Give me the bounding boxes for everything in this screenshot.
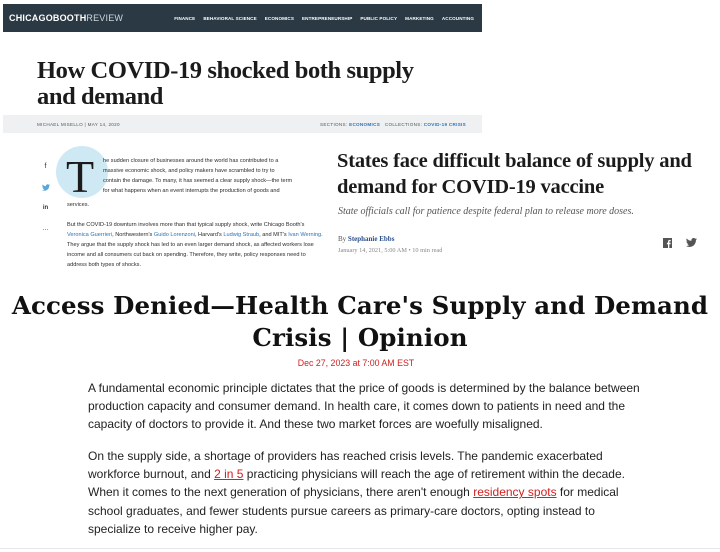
states-author-link[interactable]: Stephanie Ebbs [347,235,395,243]
opinion-p2-text-a: On the supply side, a shortage of providers has reached crisis levels. The pandemic exacerbated workforce burnout, and [88,449,603,482]
opinion-article-date: Dec 27, 2023 at 7:00 AM EST [297,358,415,368]
author-link-lorenzoni[interactable]: Guido Lorenzoni [153,231,195,238]
opinion-p2-text-b: practicing physicians will reach the age of retirement within the decade. When it comes to the next generation of physicians, there aren't enough [88,467,625,500]
facebook-glyph: f [44,163,47,170]
nav-marketing[interactable]: MARKETING [405,15,434,21]
booth-sections: SECTIONS: ECONOMICS COLLECTIONS: COVID-19 CRISIS [320,122,466,127]
booth-paragraph-2 [67,221,323,271]
residency-spots-link[interactable]: residency spots [473,485,557,500]
collections-label: COLLECTIONS [384,122,421,127]
booth-p2-text-d: , and MIT's [259,231,289,238]
booth-p1-line4: for what happens when an event interrupts the production of goods and [103,187,280,194]
nav-public-policy[interactable]: PUBLIC POLICY [360,15,398,21]
states-date: January 14, 2021, 5:00 AM • 10 min read [338,247,443,254]
facebook-icon[interactable] [663,238,672,251]
sections-label: SECTIONS [320,122,346,127]
states-article-title: States face difficult balance of supply and demand for COVID-19 vaccine [337,150,692,198]
twitter-share-icon[interactable] [38,180,53,195]
booth-p2-text-e: . They argue that the supply shock has led to an even larger demand shock, as affected workers lose income and all consumers cut back on spending. Therefore, they write, policy responses need to address both types of shocks. [67,231,323,268]
author-link-straub[interactable]: Ludwig Straub [223,231,260,238]
byline-prefix: By [338,235,348,243]
author-link-werning[interactable]: Ivan Werning [288,231,322,238]
states-subtitle: State officials call for patience despite federal plan to release more doses. [338,206,634,217]
more-glyph: … [42,225,49,232]
booth-logo-bold: CHICAGOBOOTH [9,13,87,23]
nav-finance[interactable]: FINANCE [174,15,196,21]
nav-behavioral-science[interactable]: BEHAVIORAL SCIENCE [203,15,257,21]
collections-link[interactable]: COVID-19 CRISIS [423,122,466,127]
sections-link[interactable]: ECONOMICS [349,122,381,127]
booth-p1-line2: massive economic shock, and policy makers have scrambled to try to [103,167,275,174]
booth-logo-light: REVIEW [86,13,124,23]
booth-p1-line3: contain the damage. To many, it has seemed a clear supply shock—the term [103,177,293,184]
states-byline [338,235,394,243]
booth-header-bar [3,4,482,32]
booth-author-date: MICHAEL MISELLO | MAY 14, 2020 [37,122,120,127]
booth-logo[interactable] [3,13,123,23]
nav-accounting[interactable]: ACCOUNTING [441,15,474,21]
more-share-icon[interactable] [38,221,53,236]
opinion-article-title: Access Denied—Health Care's Supply and Demand Crisis | Opinion [11,291,709,352]
dropcap-letter: T [66,151,95,202]
twitter-icon[interactable] [686,238,697,250]
opinion-paragraph-1: A fundamental economic principle dictates that the price of goods is determined by the balance between production capacity and consumer demand. In health care, it comes down to patients in need and the capacity of doctors to provide it. And these two market forces are woefully misaligned. [88,381,640,432]
booth-nav-menu [170,16,482,21]
linkedin-share-icon[interactable] [38,200,53,215]
booth-p1-line1: he sudden closure of businesses around the world has contributed to a [103,158,279,164]
nav-entrepreneurship[interactable]: ENTREPRENEURSHIP [302,15,353,21]
booth-paragraph-1 [103,157,333,197]
opinion-paragraph-2 [88,447,648,538]
nav-economics[interactable]: ECONOMICS [264,15,294,21]
booth-p2-text-b: , Northwestern's [112,231,154,238]
bottom-divider [0,548,720,549]
booth-p2-text-a: But the COVID-19 downturn involves more than that typical supply shock, write Chicago Booth's [67,222,305,228]
booth-p2-text-c: , Harvard's [194,231,224,238]
linkedin-glyph: in [42,204,49,211]
booth-paragraph-1-end: services. [67,202,90,208]
opinion-p2-text-c: for medical school graduates, and fewer students pursue careers as primary-care doctors, opting instead to specialize to receive higher pay. [88,485,619,536]
booth-meta-bar [3,115,482,133]
author-link-guerrieri[interactable]: Veronica Guerrieri [67,231,113,238]
facebook-share-icon[interactable] [38,159,53,174]
statistic-link[interactable]: 2 in 5 [214,467,244,482]
booth-article-title: How COVID-19 shocked both supply and demand [37,57,414,110]
